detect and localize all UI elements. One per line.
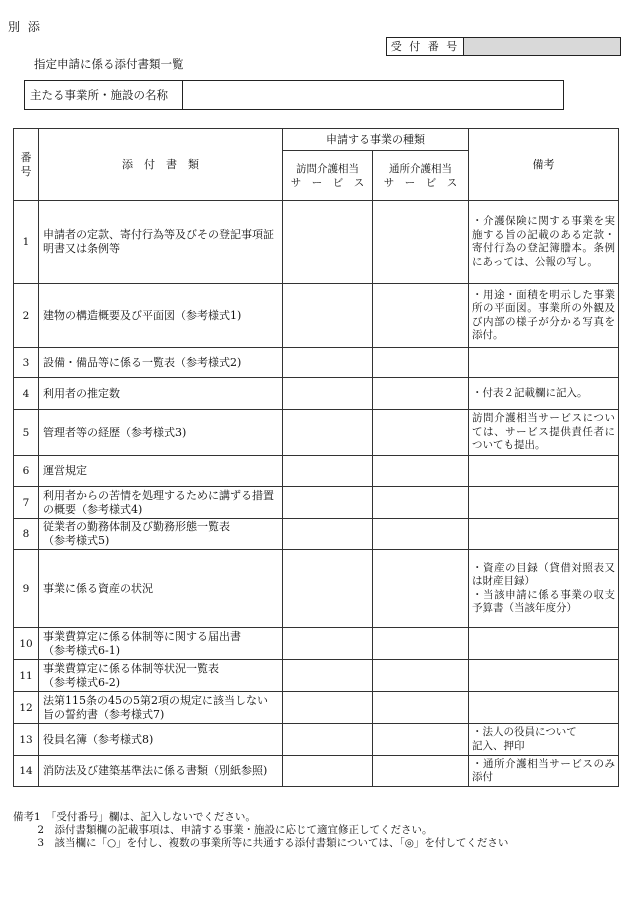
row-service-visiting-check[interactable]	[283, 692, 373, 724]
row-service-daycare-check[interactable]	[373, 756, 469, 787]
row-number: 13	[14, 724, 39, 756]
row-number: 2	[14, 284, 39, 348]
table-row	[14, 487, 619, 519]
table-row	[14, 628, 619, 660]
attachment-label: 別 添	[8, 20, 42, 34]
row-document: 管理者等の経歴（参考様式3)	[39, 410, 283, 456]
row-number: 1	[14, 201, 39, 284]
row-number: 4	[14, 378, 39, 410]
row-document: 申請者の定款、寄付行為等及びその登記事項証明書又は条例等	[39, 201, 283, 284]
receipt-number-field[interactable]	[464, 38, 620, 55]
row-service-daycare-check[interactable]	[373, 628, 469, 660]
table-row	[14, 692, 619, 724]
row-number: 9	[14, 550, 39, 628]
row-service-visiting-check[interactable]	[283, 660, 373, 692]
facility-name-label: 主たる事業所・施設の名称	[25, 81, 183, 109]
row-service-visiting-check[interactable]	[283, 201, 373, 284]
header-number-label: 番 号	[20, 150, 32, 178]
header-service-visiting: 訪問介護相当 サ ー ビ ス	[283, 151, 373, 201]
row-service-visiting-check[interactable]	[283, 348, 373, 378]
row-service-daycare-check[interactable]	[373, 692, 469, 724]
note-line: 3 該当欄に「○」を付し、複数の事業所等に共通する添付書類については、「◎」を付してください	[13, 837, 509, 849]
row-remarks: ・法人の役員について 記入、押印	[469, 724, 619, 756]
row-remarks: ・用途・面積を明示した事業所の平面図。事業所の外観及び内部の様子が分かる写真を添付。	[469, 284, 619, 348]
row-service-visiting-check[interactable]	[283, 628, 373, 660]
row-service-visiting-check[interactable]	[283, 456, 373, 487]
row-number: 11	[14, 660, 39, 692]
table-row	[14, 410, 619, 456]
row-remarks	[469, 660, 619, 692]
note-line: 2 添付書類欄の記載事項は、申請する事業・施設に応じて適宜修正してください。	[13, 824, 433, 836]
row-remarks: ・付表２記載欄に記入。	[469, 378, 619, 410]
row-remarks	[469, 456, 619, 487]
attachment-documents-table	[13, 128, 619, 787]
row-remarks: 訪問介護相当サービスについては、サービス提供責任者についても提出。	[469, 410, 619, 456]
row-service-daycare-check[interactable]	[373, 284, 469, 348]
table-row	[14, 519, 619, 550]
row-service-daycare-check[interactable]	[373, 550, 469, 628]
row-remarks: ・通所介護相当サービスのみ添付	[469, 756, 619, 787]
row-service-daycare-check[interactable]	[373, 660, 469, 692]
row-service-daycare-check[interactable]	[373, 201, 469, 284]
row-number: 7	[14, 487, 39, 519]
row-remarks	[469, 628, 619, 660]
row-service-visiting-check[interactable]	[283, 410, 373, 456]
row-service-visiting-check[interactable]	[283, 756, 373, 787]
table-row	[14, 348, 619, 378]
table-row	[14, 201, 619, 284]
row-number: 12	[14, 692, 39, 724]
row-document: 利用者の推定数	[39, 378, 283, 410]
table-row	[14, 756, 619, 787]
row-number: 3	[14, 348, 39, 378]
row-service-visiting-check[interactable]	[283, 487, 373, 519]
row-document: 運営規定	[39, 456, 283, 487]
row-service-daycare-check[interactable]	[373, 378, 469, 410]
header-remarks: 備考	[469, 129, 619, 201]
table-row	[14, 378, 619, 410]
row-remarks	[469, 348, 619, 378]
table-row	[14, 724, 619, 756]
table-row	[14, 550, 619, 628]
row-document: 役員名簿（参考様式8)	[39, 724, 283, 756]
header-service-type: 申請する事業の種類	[283, 129, 469, 151]
row-remarks: ・資産の目録（貸借対照表又は財産目録） ・当該申請に係る事業の収支予算書（当該年度分）	[469, 550, 619, 628]
row-document: 設備・備品等に係る一覧表（参考様式2)	[39, 348, 283, 378]
row-document: 建物の構造概要及び平面図（参考様式1)	[39, 284, 283, 348]
row-number: 5	[14, 410, 39, 456]
row-document: 利用者からの苦情を処理するために講ずる措置の概要（参考様式4)	[39, 487, 283, 519]
row-document: 消防法及び建築基準法に係る書類（別紙参照)	[39, 756, 283, 787]
row-remarks	[469, 487, 619, 519]
note-line: 備考1 「受付番号」欄は、記入しないでください。	[13, 811, 256, 823]
row-service-daycare-check[interactable]	[373, 519, 469, 550]
row-service-visiting-check[interactable]	[283, 284, 373, 348]
row-number: 10	[14, 628, 39, 660]
notes	[13, 811, 508, 850]
row-service-daycare-check[interactable]	[373, 724, 469, 756]
row-service-visiting-check[interactable]	[283, 519, 373, 550]
document-list-title: 指定申請に係る添付書類一覧	[34, 57, 184, 71]
row-number: 8	[14, 519, 39, 550]
row-service-visiting-check[interactable]	[283, 378, 373, 410]
row-service-visiting-check[interactable]	[283, 550, 373, 628]
row-remarks	[469, 692, 619, 724]
table-row	[14, 456, 619, 487]
row-service-daycare-check[interactable]	[373, 487, 469, 519]
row-remarks: ・介護保険に関する事業を実施する旨の記載のある定款・寄付行為の登記簿謄本。条例にあっては、公報の写し。	[469, 201, 619, 284]
row-service-visiting-check[interactable]	[283, 724, 373, 756]
header-document: 添 付 書 類	[39, 129, 283, 201]
row-document: 法第115条の45の5第2項の規定に該当しない旨の誓約書（参考様式7)	[39, 692, 283, 724]
table-row	[14, 660, 619, 692]
row-service-daycare-check[interactable]	[373, 410, 469, 456]
row-document: 事業費算定に係る体制等に関する届出書 （参考様式6-1)	[39, 628, 283, 660]
row-document: 事業に係る資産の状況	[39, 550, 283, 628]
facility-name-field[interactable]	[183, 81, 563, 109]
receipt-number-label: 受 付 番 号	[387, 38, 464, 55]
row-service-daycare-check[interactable]	[373, 348, 469, 378]
table-row	[14, 284, 619, 348]
row-document: 従業者の勤務体制及び勤務形態一覧表 （参考様式5)	[39, 519, 283, 550]
header-number	[14, 129, 39, 201]
receipt-number-box	[386, 37, 621, 56]
row-remarks	[469, 519, 619, 550]
row-number: 14	[14, 756, 39, 787]
header-service-daycare: 通所介護相当 サ ー ビ ス	[373, 151, 469, 201]
facility-name-box	[24, 80, 564, 110]
row-number: 6	[14, 456, 39, 487]
row-document: 事業費算定に係る体制等状況一覧表 （参考様式6-2)	[39, 660, 283, 692]
row-service-daycare-check[interactable]	[373, 456, 469, 487]
